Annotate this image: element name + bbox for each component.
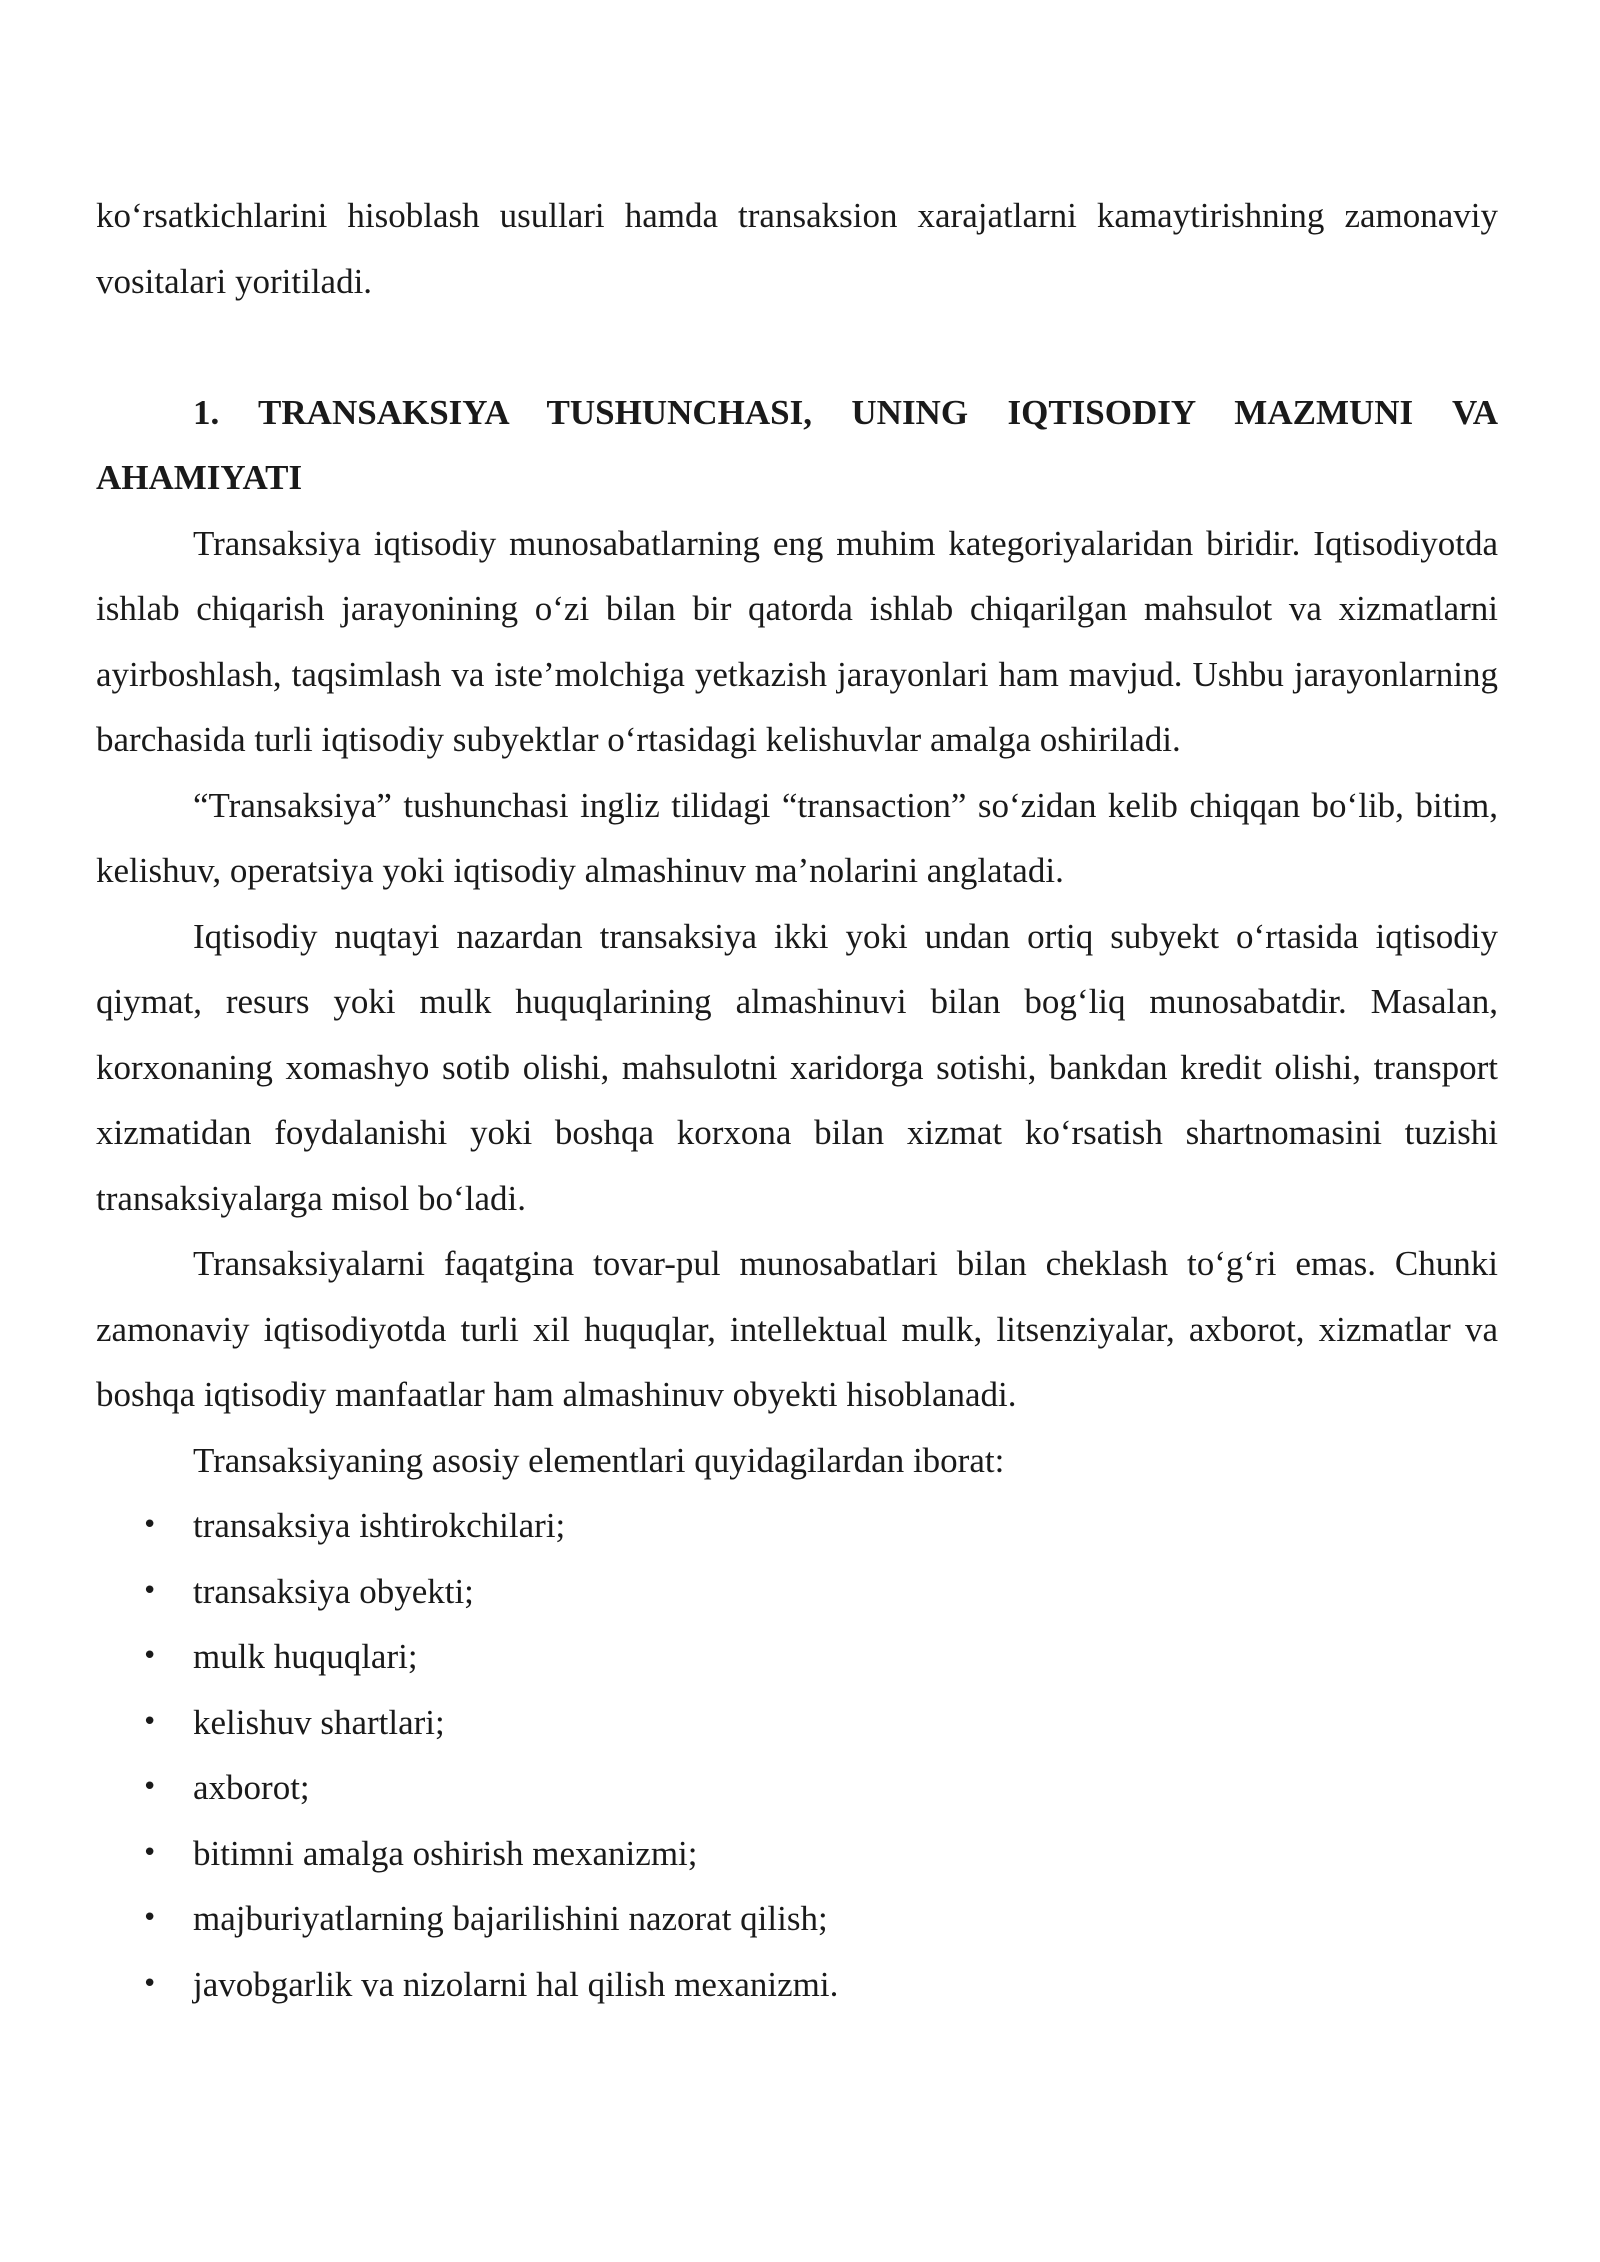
bullet-icon: • <box>142 1903 158 1933</box>
bullet-icon: • <box>142 1837 158 1868</box>
paragraph-3: Iqtisodiy nuqtayi nazardan transaksiya ikki yoki undan ortiq subyekt o‘rtasida iqtisodiy qiymat, resurs yoki mulk huquqlarining almashinuvi bilan bog‘liq munosabatdir. Masalan, korxonaning xomashyo sotib olishi, mahsulotni xaridorga sotishi, bankdan kredit olishi, transport xizmatidan foydalanishi yoki boshqa korxona bilan xizmat ko‘rsatish shartnomasini tuzishi transaksiyalarga misol bo‘ladi. <box>96 916 1498 1218</box>
bullet-icon: • <box>142 1968 158 1999</box>
intro-paragraph: ko‘rsatkichlarini hisoblash usullari hamda transaksion xarajatlarni kamaytirishning zamonaviy vositalari yoritiladi. <box>96 196 1498 301</box>
list-item <box>96 1559 1498 1625</box>
paragraph-4: Transaksiyalarni faqatgina tovar-pul munosabatlari bilan cheklash to‘g‘ri emas. Chunki zamonaviy iqtisodiyotda turli xil huquqlar, intellektual mulk, litsenziyalar, axborot, xizmatlar va boshqa iqtisodiy manfaatlar ham almashinuv obyekti hisoblanadi. <box>96 1244 1498 1414</box>
paragraph-2: “Transaksiya” tushunchasi ingliz tilidagi “transaction” so‘zidan kelib chiqqan bo‘lib, bitim, kelishuv, operatsiya yoki iqtisodiy almashinuv ma’nolarini anglatadi. <box>96 785 1498 890</box>
list-item-text: transaksiya obyekti; <box>193 1571 474 1611</box>
list-item-text: axborot; <box>193 1768 310 1807</box>
list-item <box>96 1690 1498 1756</box>
list-item <box>96 1624 1498 1690</box>
bullet-icon: • <box>142 1641 158 1671</box>
list-item <box>96 1755 1498 1821</box>
section-heading: 1. TRANSAKSIYA TUSHUNCHASI, UNING IQTISODIY MAZMUNI VA AHAMIYATI <box>96 392 1498 497</box>
bullet-icon: • <box>142 1772 158 1802</box>
paragraph-1: Transaksiya iqtisodiy munosabatlarning eng muhim kategoriyalaridan biridir. Iqtisodiyotda ishlab chiqarish jarayonining o‘zi bilan bir qatorda ishlab chiqarilgan mahsulot va xizmatlarni ayirboshlash, taqsimlash va iste’molchiga yetkazish jarayonlari ham mavjud. Ushbu jarayonlarning barchasida turli iqtisodiy subyektlar o‘rtasidagi kelishuvlar amalga oshiriladi. <box>96 523 1498 759</box>
list-item <box>96 1821 1498 1887</box>
list-item-text: transaksiya ishtirokchilari; <box>193 1506 566 1545</box>
list-item <box>96 1493 1498 1559</box>
list-item-text: bitimni amalga oshirish mexanizmi; <box>193 1833 698 1873</box>
bullet-icon: • <box>142 1510 158 1540</box>
bullet-icon: • <box>142 1706 158 1737</box>
list-item-text: kelishuv shartlari; <box>193 1702 445 1742</box>
list-item <box>96 1952 1498 2018</box>
elements-list <box>96 1493 1498 2017</box>
bullet-icon: • <box>142 1575 158 1606</box>
paragraph-5: Transaksiyaning asosiy elementlari quyidagilardan iborat: <box>193 1440 1005 1480</box>
list-item <box>96 1886 1498 1952</box>
list-item-text: mulk huquqlari; <box>193 1637 418 1676</box>
list-item-text: javobgarlik va nizolarni hal qilish mexanizmi. <box>193 1964 839 2004</box>
document-page <box>96 183 1498 2017</box>
list-item-text: majburiyatlarning bajarilishini nazorat qilish; <box>193 1899 828 1938</box>
